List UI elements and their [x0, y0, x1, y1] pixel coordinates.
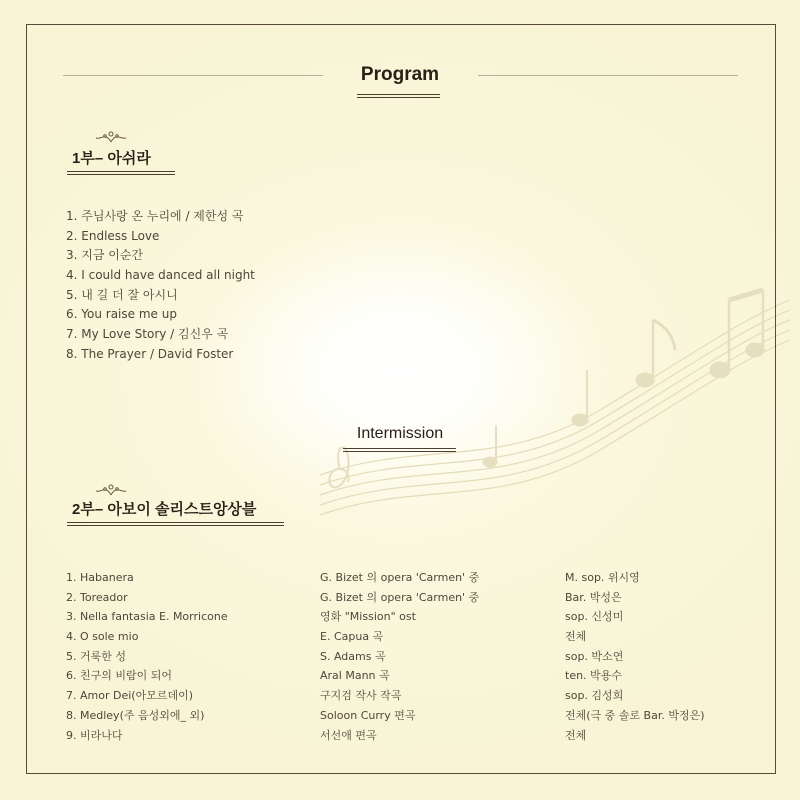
- piece-performer: sop. 신성미: [565, 610, 624, 624]
- piece-performer: 전체: [565, 728, 587, 742]
- list-item: 3. 지금 이순간: [66, 248, 144, 263]
- part2-heading-underline: [67, 522, 284, 526]
- piece-performer: sop. 김성희: [565, 689, 624, 703]
- list-item: 8. The Prayer / David Foster: [66, 346, 234, 361]
- header-rule-left: [63, 75, 323, 76]
- piece-title: 5. 거룩한 성: [66, 649, 126, 663]
- list-item: 6. You raise me up: [66, 307, 177, 322]
- header-rule-right: [478, 75, 738, 76]
- list-item: 7. My Love Story / 김신우 곡: [66, 327, 229, 342]
- part2-heading: 2부– 아보이 솔리스트앙상블: [72, 501, 257, 518]
- page-title: Program: [360, 64, 440, 85]
- table-row: [66, 627, 766, 647]
- table-row: [66, 706, 766, 726]
- part2-table: [66, 568, 766, 745]
- table-row: [66, 666, 766, 686]
- piece-performer: Bar. 박성은: [565, 590, 622, 604]
- table-row: [66, 588, 766, 608]
- piece-title: 8. Medley(주 음성외에_ 외): [66, 708, 205, 722]
- intermission-underline: [343, 448, 456, 452]
- list-item: 1. 주님사랑 온 누리에 / 제한성 곡: [66, 209, 244, 223]
- table-row: [66, 568, 766, 588]
- piece-composer: G. Bizet 의 opera 'Carmen' 중: [320, 590, 480, 604]
- piece-composer: G. Bizet 의 opera 'Carmen' 중: [320, 571, 480, 584]
- ornament-icon: [94, 483, 128, 497]
- table-row: [66, 686, 766, 706]
- piece-performer: sop. 박소연: [565, 649, 624, 663]
- list-item: 2. Endless Love: [66, 228, 160, 243]
- part1-list: [66, 207, 255, 365]
- piece-title: 7. Amor Dei(아모르데이): [66, 689, 193, 703]
- piece-composer: Soloon Curry 편곡: [320, 708, 416, 722]
- piece-composer: 서선애 편곡: [320, 728, 377, 742]
- part1-heading: 1부– 아쉬라: [72, 150, 151, 167]
- piece-performer: M. sop. 위시영: [565, 571, 640, 584]
- part1-heading-underline: [67, 171, 175, 175]
- piece-performer: 전체(극 중 솔로 Bar. 박정은): [565, 708, 705, 722]
- table-row: [66, 607, 766, 627]
- piece-title: 1. Habanera: [66, 571, 134, 584]
- piece-title: 4. O sole mio: [66, 630, 139, 644]
- piece-title: 3. Nella fantasia E. Morricone: [66, 610, 228, 624]
- piece-composer: E. Capua 곡: [320, 630, 384, 644]
- piece-performer: 전체: [565, 630, 587, 644]
- list-item: 4. I could have danced all night: [66, 268, 255, 283]
- piece-composer: 영화 "Mission" ost: [320, 610, 416, 624]
- piece-performer: ten. 박용수: [565, 669, 622, 683]
- ornament-icon: [94, 130, 128, 144]
- piece-title: 6. 친구의 비람이 되어: [66, 669, 172, 683]
- piece-composer: S. Adams 곡: [320, 649, 386, 663]
- piece-title: 9. 비라나다: [66, 728, 123, 742]
- piece-title: 2. Toreador: [66, 590, 128, 604]
- table-row: [66, 647, 766, 667]
- list-item: 5. 내 길 더 잘 아시니: [66, 287, 178, 302]
- piece-composer: 구지검 작사 작곡: [320, 689, 402, 703]
- piece-composer: Aral Mann 곡: [320, 669, 390, 683]
- table-row: [66, 726, 766, 746]
- intermission-label: Intermission: [356, 425, 444, 442]
- title-underline: [357, 94, 440, 98]
